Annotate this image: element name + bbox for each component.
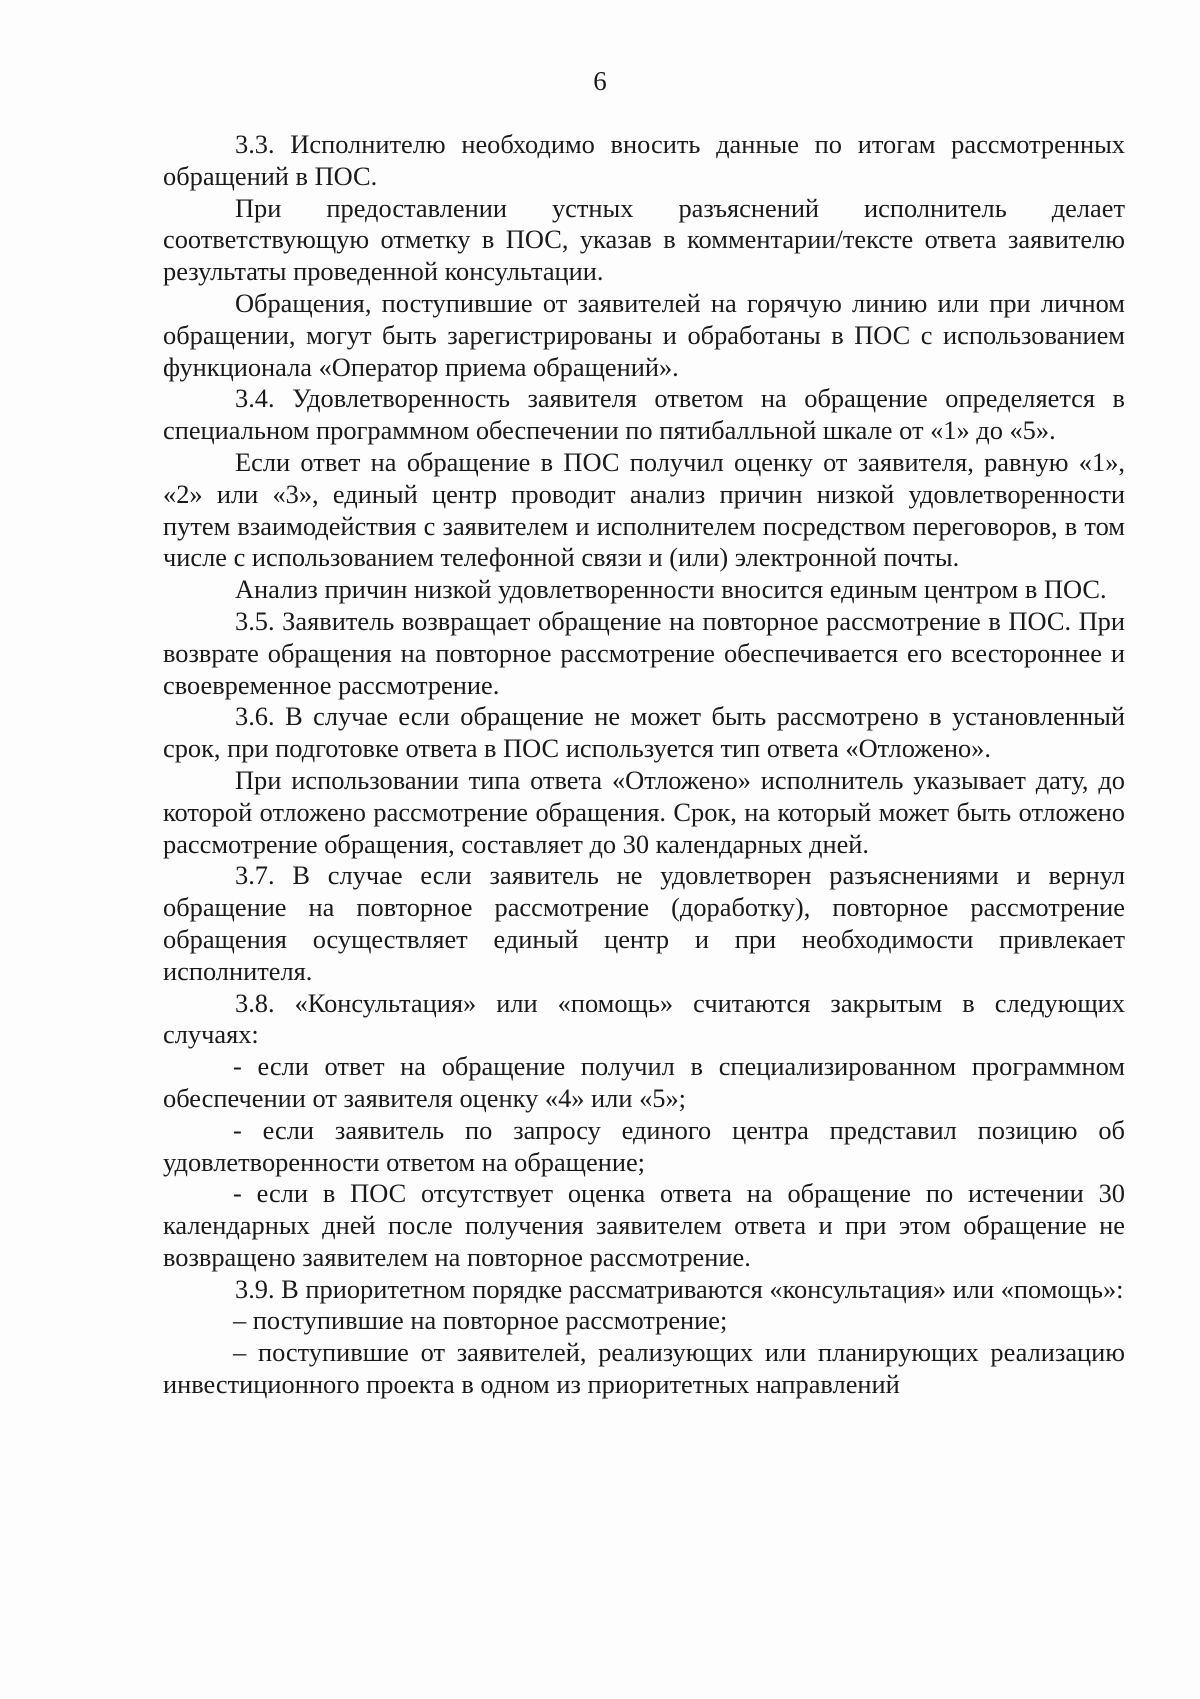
list-item-closed-no-rating: - если в ПОС отсутствует оценка ответа на обращение по истечении 30 календарных дней после получения заявителем ответа и при этом обращение не возвращено заявителем на повторное рассмотрение. xyxy=(163,1178,1125,1272)
paragraph-3-3: 3.3. Исполнителю необходимо вносить данные по итогам рассмотренных обращений в ПОС. xyxy=(163,129,1125,191)
paragraph-3-8: 3.8. «Консультация» или «помощь» считаются закрытым в следующих случаях: xyxy=(163,987,1125,1050)
paragraph-3-5: 3.5. Заявитель возвращает обращение на повторное рассмотрение в ПОС. При возврате обращения на повторное рассмотрение обеспечивается его всестороннее и своевременное рассмотрение. xyxy=(163,605,1125,700)
paragraph-low-rating-analysis: Если ответ на обращение в ПОС получил оценку от заявителя, равную «1», «2» или «3», единый центр проводит анализ причин низкой удовлетворенности путем взаимодействия с заявителем и исполнителем посредством переговоров, в том числе с использованием телефонной связи и (или) электронной почты. xyxy=(163,446,1125,573)
paragraph-3-7: 3.7. В случае если заявитель не удовлетворен разъяснениями и вернул обращение на повторное рассмотрение (доработку), повторное рассмотрение обращения осуществляет единый центр и при необходимости привлекает исполнителя. xyxy=(163,860,1125,986)
paragraph-3-9: 3.9. В приоритетном порядке рассматриваются «консультация» или «помощь»: xyxy=(235,1273,1124,1304)
paragraph-3-6: 3.6. В случае если обращение не может быть рассмотрено в установленный срок, при подготовке ответа в ПОС используется тип ответа «Отложено». xyxy=(163,701,1125,764)
paragraph-hotline-requests: Обращения, поступившие от заявителей на горячую линию или при личном обращении, могут быть зарегистрированы и обработаны в ПОС с использованием функционала «Оператор приема обращений». xyxy=(163,287,1125,382)
list-item-priority-investors: – поступившие от заявителей, реализующих или планирующих реализацию инвестиционного проекта в одном из приоритетных направлений xyxy=(163,1337,1125,1400)
paragraph-postponed-answer: При использовании типа ответа «Отложено» исполнитель указывает дату, до которой отложено рассмотрение обращения. Срок, на который может быть отложено рассмотрение обращения, составляет до 30 календарных дней. xyxy=(163,764,1125,859)
page-number: 6 xyxy=(593,66,607,96)
list-item-closed-position: - если заявитель по запросу единого центра представил позицию об удовлетворенности ответом на обращение; xyxy=(163,1114,1125,1177)
paragraph-analysis-entry: Анализ причин низкой удовлетворенности вносится единым центром в ПОС. xyxy=(235,574,1107,605)
list-item-priority-repeat: – поступившие на повторное рассмотрение; xyxy=(233,1305,728,1336)
document-body xyxy=(163,129,1125,1401)
paragraph-oral-explanations: При предоставлении устных разъяснений исполнитель делает соответствующую отметку в ПОС, указав в комментарии/тексте ответа заявителю результаты проведенной консультации. xyxy=(163,192,1125,287)
paragraph-3-4: 3.4. Удовлетворенность заявителя ответом на обращение определяется в специальном программном обеспечении по пятибалльной шкале от «1» до «5». xyxy=(163,383,1125,446)
list-item-closed-rating: - если ответ на обращение получил в специализированном программном обеспечении от заявителя оценку «4» или «5»; xyxy=(163,1051,1125,1113)
